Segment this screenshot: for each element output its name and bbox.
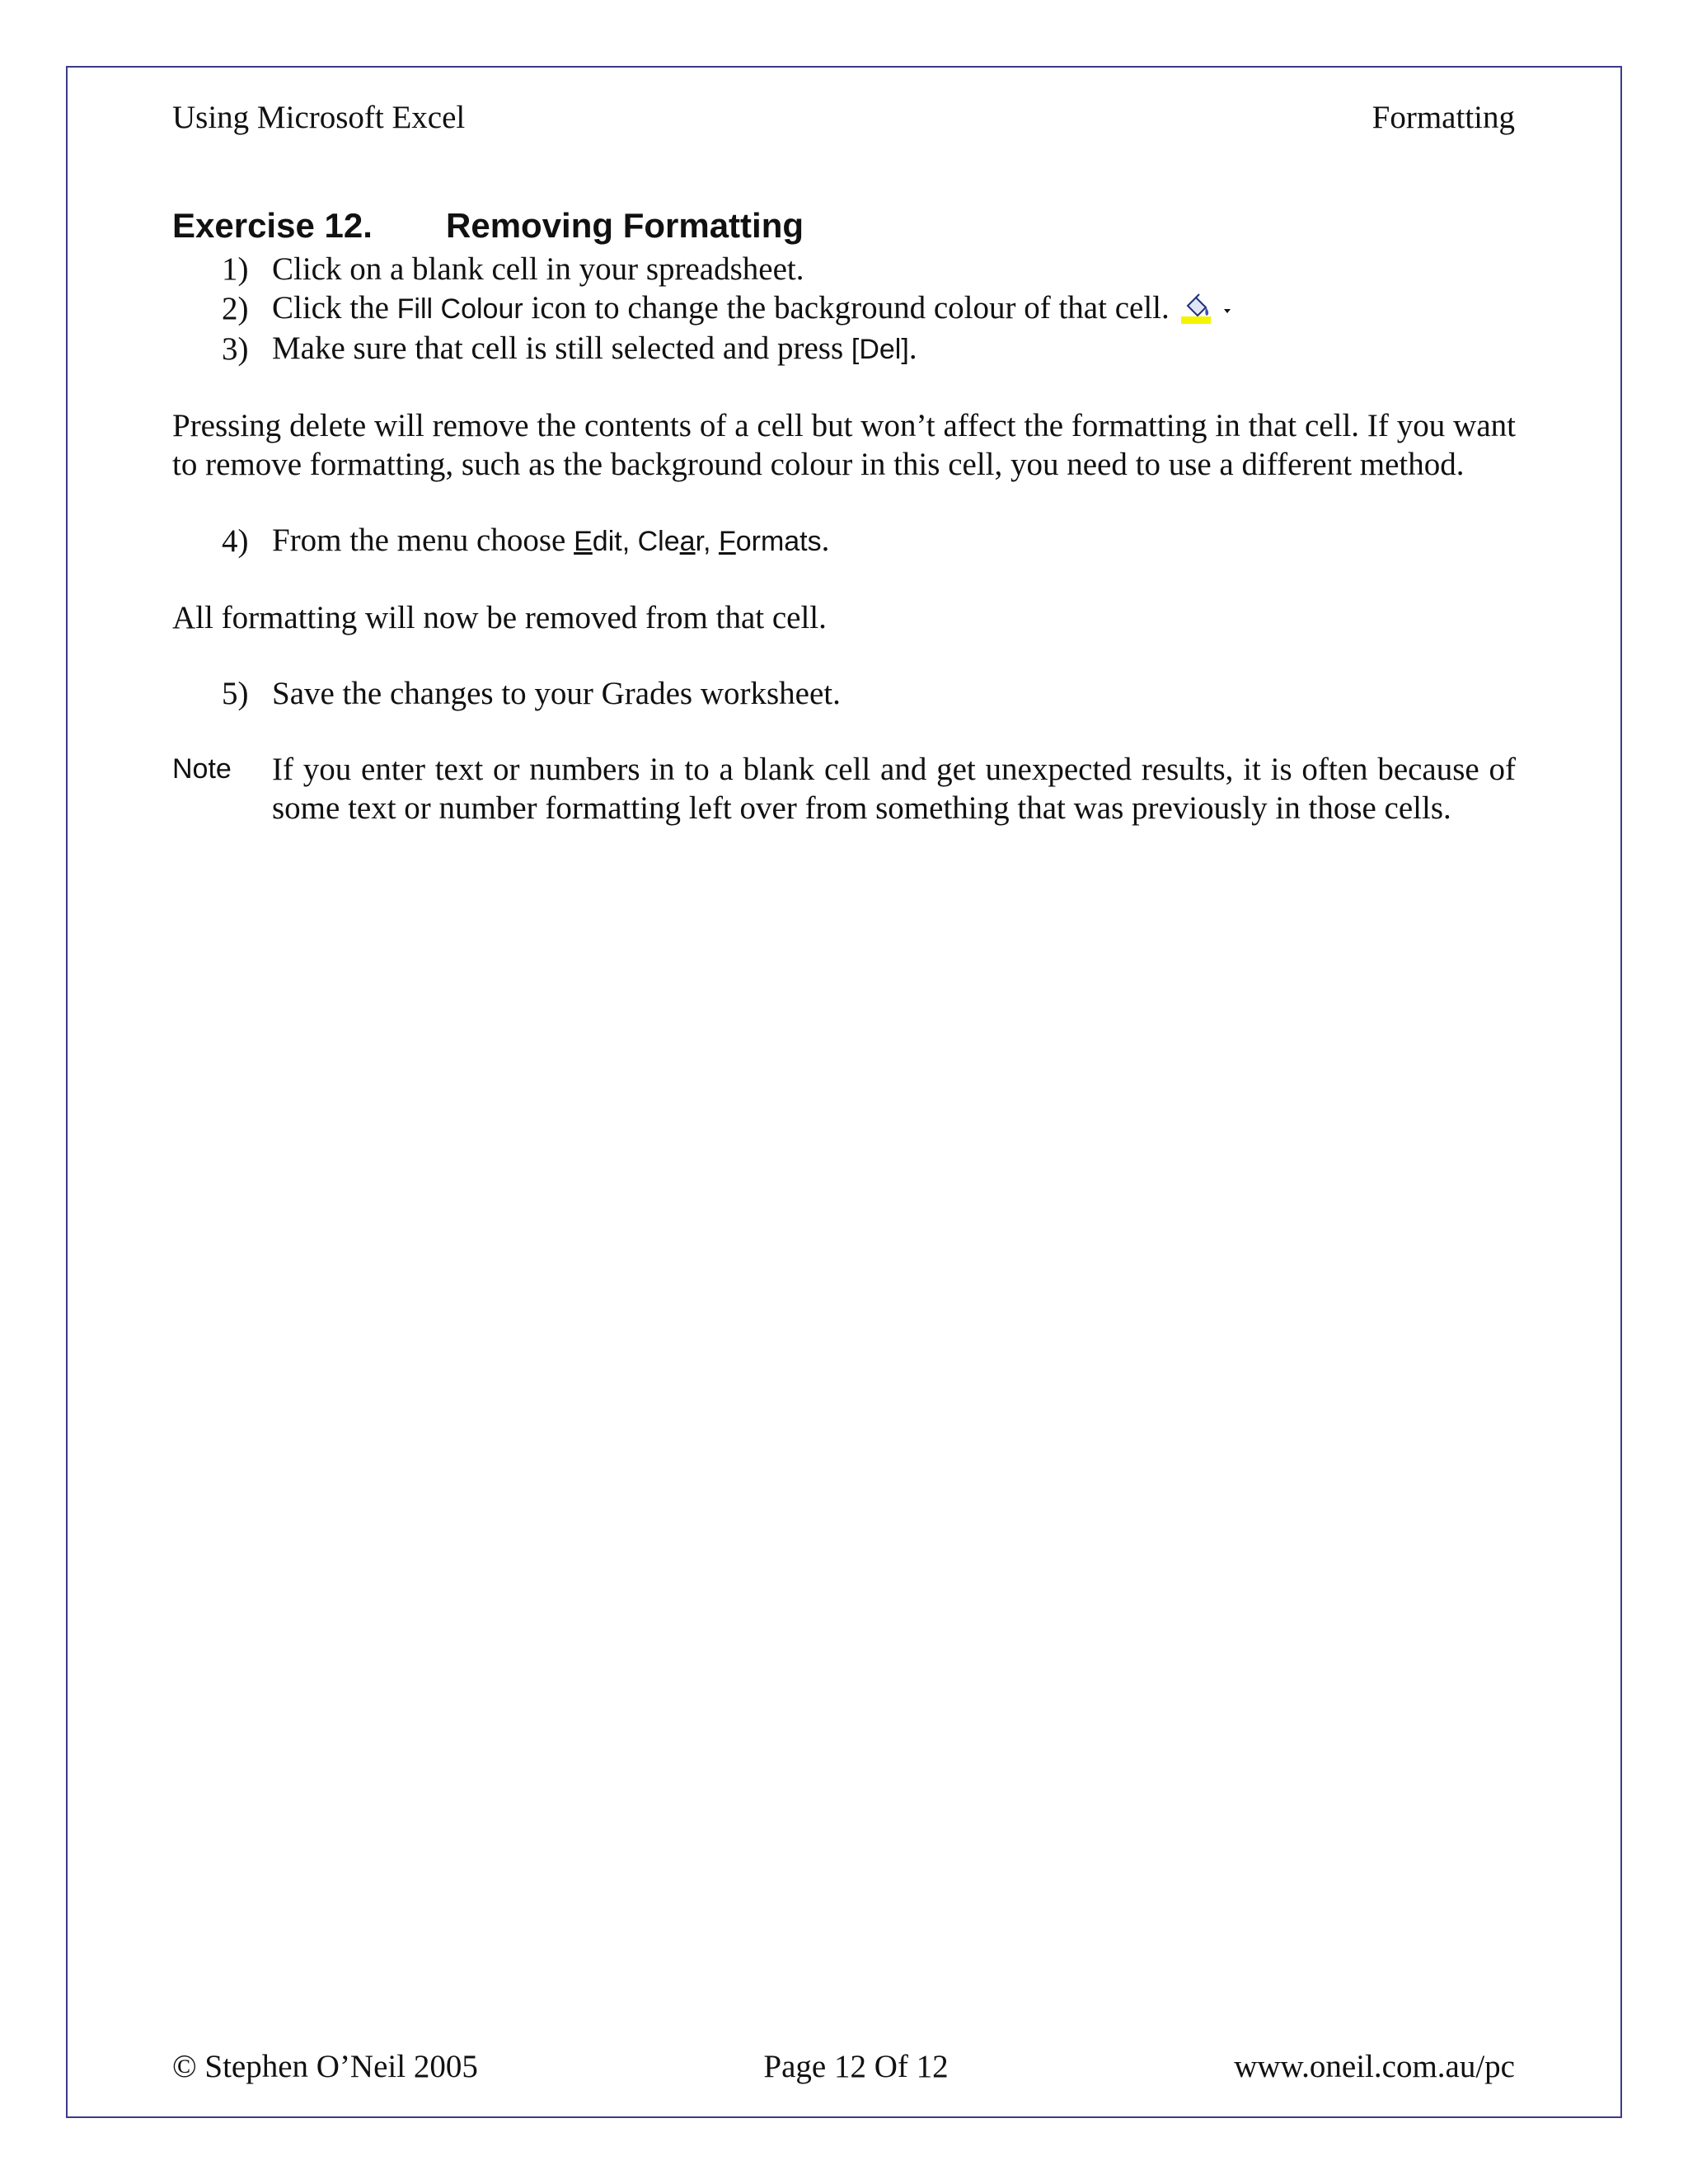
note-text: If you enter text or numbers in to a blank cell and get unexpected results, it is often because of some text or number formatting left over from something that was previously in those cells. bbox=[272, 752, 1516, 826]
page-footer bbox=[172, 2046, 1515, 2088]
step-number: 5) bbox=[222, 676, 249, 711]
step-number: 4) bbox=[222, 523, 249, 559]
list-item bbox=[172, 329, 1516, 369]
step-text-pre: Click the bbox=[272, 290, 397, 326]
paragraph-formatting-removed: All formatting will now be removed from that cell. bbox=[172, 600, 827, 635]
note-label: Note bbox=[172, 753, 232, 785]
page-content bbox=[172, 202, 1516, 827]
page-header bbox=[172, 97, 1515, 138]
list-item bbox=[172, 250, 1516, 288]
step-text-post: . bbox=[908, 330, 917, 366]
footer-url: www.oneil.com.au/pc bbox=[1234, 2049, 1515, 2084]
step-number: 3) bbox=[222, 331, 249, 367]
exercise-title: Removing Formatting bbox=[446, 206, 804, 245]
step-text-post: icon to change the background colour of that cell. bbox=[523, 290, 1170, 326]
step-text bbox=[272, 521, 829, 561]
menu-formats-rest: ormats bbox=[735, 526, 822, 557]
note-block bbox=[172, 750, 1516, 827]
fill-colour-bucket-icon bbox=[1176, 293, 1237, 326]
menu-path bbox=[574, 526, 822, 557]
dropdown-arrow-icon bbox=[1224, 309, 1231, 313]
exercise-number: Exercise 12. bbox=[172, 206, 373, 245]
step-text bbox=[272, 288, 1170, 329]
fill-colour-term: Fill Colour bbox=[396, 293, 523, 325]
del-key-term: [Del] bbox=[851, 334, 909, 365]
footer-copyright: © Stephen O’Neil 2005 bbox=[172, 2049, 478, 2084]
menu-clear-rest: r bbox=[695, 526, 704, 557]
menu-sep: , bbox=[703, 526, 719, 557]
step-text-pre: Make sure that cell is still selected and press bbox=[272, 330, 851, 366]
menu-clear-accel: a bbox=[679, 526, 696, 557]
list-item bbox=[172, 288, 1516, 329]
step-number: 2) bbox=[222, 291, 249, 326]
menu-clear-before: Cle bbox=[637, 526, 680, 557]
paragraph-delete-explanation: Pressing delete will remove the contents of a cell but won’t affect the formatting in that cell. If you want to remove formatting, such as the background colour in this cell, you need to use a different method. bbox=[172, 408, 1516, 482]
footer-page-number: Page 12 Of 12 bbox=[763, 2049, 949, 2084]
exercise-heading bbox=[172, 202, 1516, 250]
steps-list-c bbox=[172, 674, 1516, 713]
header-left: Using Microsoft Excel bbox=[172, 100, 466, 135]
list-item bbox=[172, 674, 1516, 713]
step-number: 1) bbox=[222, 251, 249, 287]
steps-list-b bbox=[172, 521, 1516, 561]
step-text: Click on a blank cell in your spreadsheet. bbox=[272, 251, 804, 287]
header-right: Formatting bbox=[1372, 100, 1515, 135]
step-text: Save the changes to your Grades worksheet. bbox=[272, 676, 841, 711]
menu-formats-accel: F bbox=[718, 526, 736, 557]
step-text-pre: From the menu choose bbox=[272, 523, 574, 558]
menu-edit-accel: E bbox=[574, 526, 593, 557]
list-item bbox=[172, 521, 1516, 561]
step-text bbox=[272, 329, 917, 369]
menu-end: . bbox=[821, 523, 830, 558]
steps-list-a bbox=[172, 250, 1516, 369]
menu-edit-rest: dit bbox=[592, 526, 622, 557]
menu-sep: , bbox=[621, 526, 638, 557]
